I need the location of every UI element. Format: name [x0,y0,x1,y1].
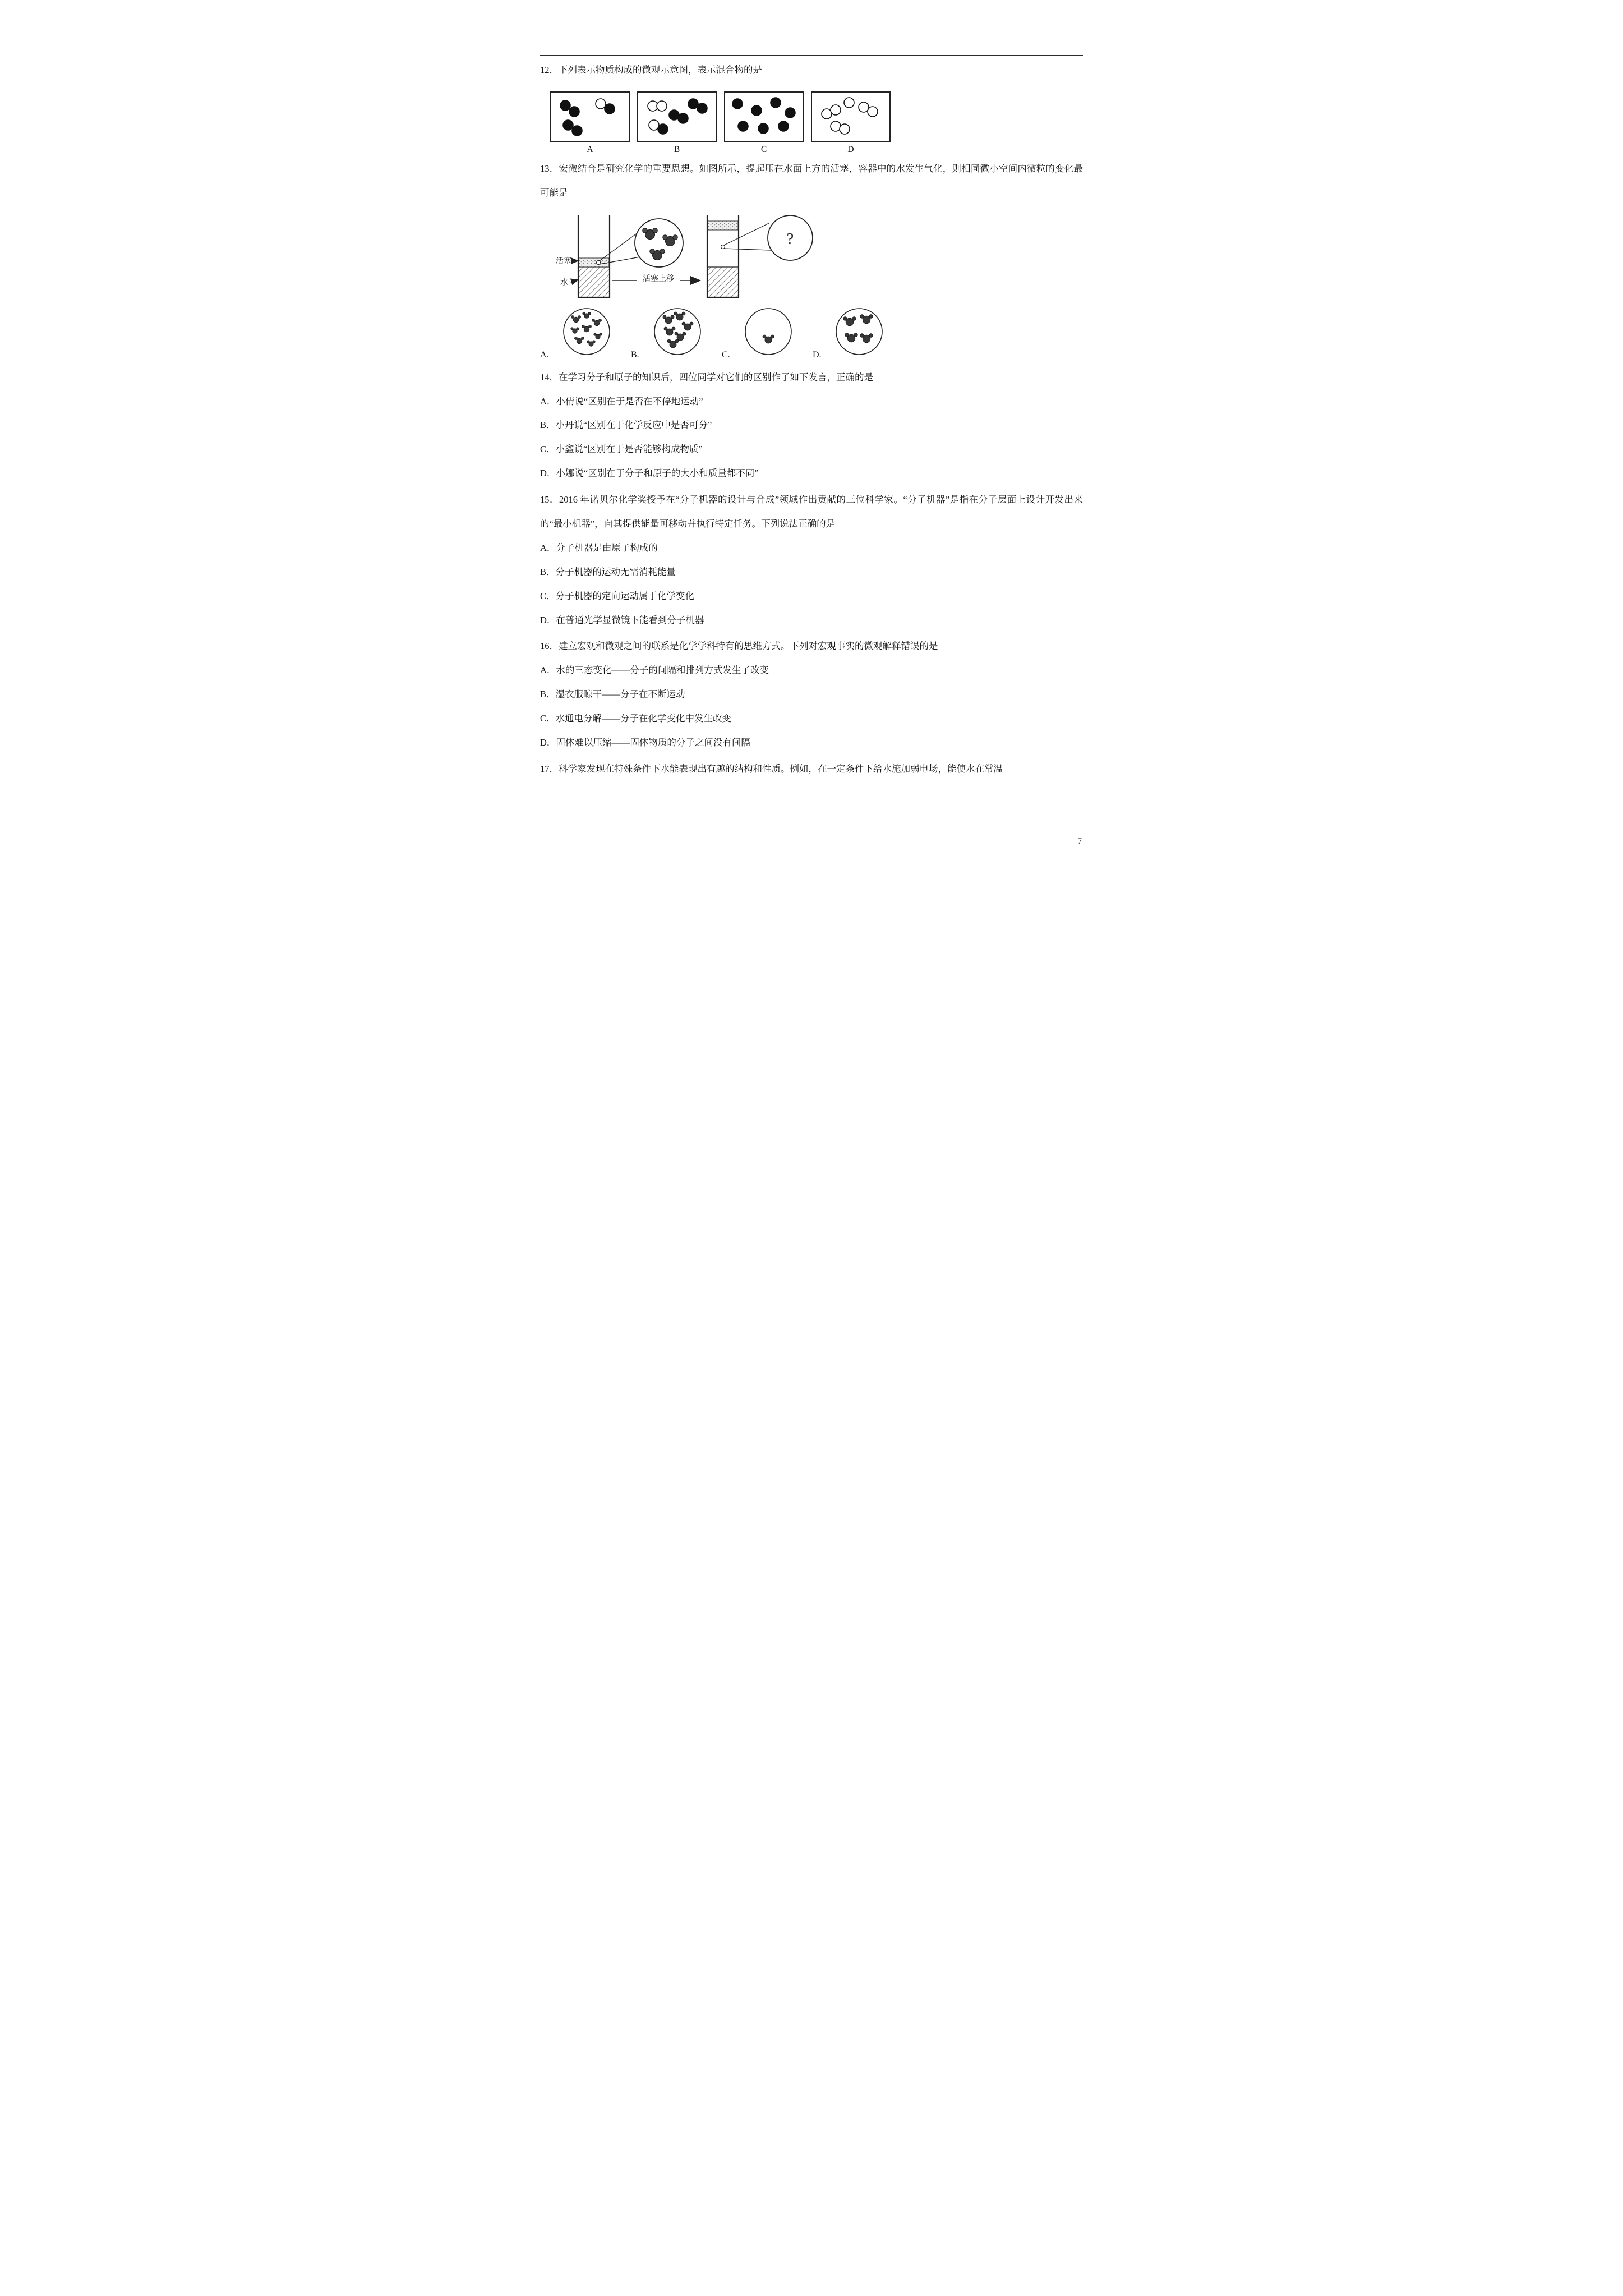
question-15-text: 15．2016 年诺贝尔化学奖授予在“分子机器的设计与合成”领域作出贡献的三位科学家。“分子机器”是指在分子层面上设计开发出来的“最小机器”，向其提供能量可移动并执行特定任务。下列说法正确的是 [540,494,1083,530]
q16-option-b: B．湿衣服晾干——分子在不断运动 [540,689,685,700]
question-mark-label: ? [786,230,794,248]
q16-option-c: C．水通电分解——分子在化学变化中发生改变 [540,713,732,724]
q12-diagram-d [811,91,891,155]
question-16-text: 16．建立宏观和微观之间的联系是化学学科特有的思维方式。下列对宏观事实的微观解释错误的是 [540,641,938,652]
q12-diagram-c [724,91,804,155]
question-14-text: 14．在学习分子和原子的知识后，四位同学对它们的区别作了如下发言，正确的是 [540,371,873,383]
q12-diagram-d-svg [811,91,891,142]
q12-label-a: A [587,144,593,154]
q13-option-c-diagram [743,306,794,357]
q13-option-b-label: B. [631,349,639,360]
q13-diagram [555,212,869,302]
q12-label-d: D [847,144,854,154]
piston-up-arrow [612,273,699,284]
piston-label: 活塞 [556,257,571,266]
q15-option-b: B．分子机器的运动无需消耗能量 [540,566,676,577]
q14-option-d: D．小娜说“区别在于分子和原子的大小和质量都不同” [540,468,759,479]
q13-option-d [813,306,903,364]
exam-page [503,0,1120,873]
q13-option-b-diagram [652,306,703,357]
q15-option-a: A．分子机器是由原子构成的 [540,542,658,553]
q12-diagram-b [637,91,717,155]
q13-option-c [722,306,813,364]
q13-option-b [631,306,722,364]
q12-label-c: C [760,144,767,154]
magnifier-left [600,219,683,267]
page-number: 7 [1077,837,1082,846]
q13-figure [555,212,1083,302]
q13-option-d-diagram [834,306,884,357]
question-17-text: 17．科学家发现在特殊条件下水能表现出有趣的结构和性质。例如，在一定条件下给水施加弱电场，能使水在常温 [540,763,1003,774]
q12-diagram-c-svg [724,91,804,142]
q13-option-c-label: C. [722,349,730,360]
q13-options [540,306,1083,364]
page-content [503,55,1120,781]
question-12-text: 12．下列表示物质构成的微观示意图，表示混合物的是 [540,65,762,75]
q13-option-d-label: D. [813,349,822,360]
q15-option-c: C．分子机器的定向运动属于化学变化 [540,590,695,601]
q14-option-c: C．小鑫说“区别在于是否能够构成物质” [540,444,703,455]
question-13-text: 13．宏微结合是研究化学的重要思想。如图所示，提起压在水面上方的活塞，容器中的水发生气化，则相同微小空间内微粒的变化最可能是 [540,163,1083,198]
q12-diagram-a-svg [550,91,630,142]
labels-left [556,257,578,287]
q12-label-b: B [674,144,680,154]
q12-diagram-a [550,91,630,155]
q13-option-a [540,306,631,364]
water-label: 水 [560,278,568,287]
cylinder-right [707,215,739,297]
header-divider [540,55,1083,56]
q13-option-a-label: A. [540,349,549,360]
q14-option-a: A．小倩说“区别在于是否在不停地运动” [540,395,703,407]
q16-option-a: A．水的三态变化——分子的间隔和排列方式发生了改变 [540,665,769,676]
cylinder-left [578,215,610,297]
q15-option-d: D．在普通光学显微镜下能看到分子机器 [540,614,704,625]
q12-diagram-b-svg [637,91,717,142]
q14-option-b: B．小丹说“区别在于化学反应中是否可分” [540,420,712,431]
q16-option-d: D．固体难以压缩——固体物质的分子之间没有间隔 [540,737,750,748]
q13-option-a-diagram [561,306,612,357]
q12-figure [550,91,1083,155]
piston-up-label: 活塞上移 [643,274,674,283]
